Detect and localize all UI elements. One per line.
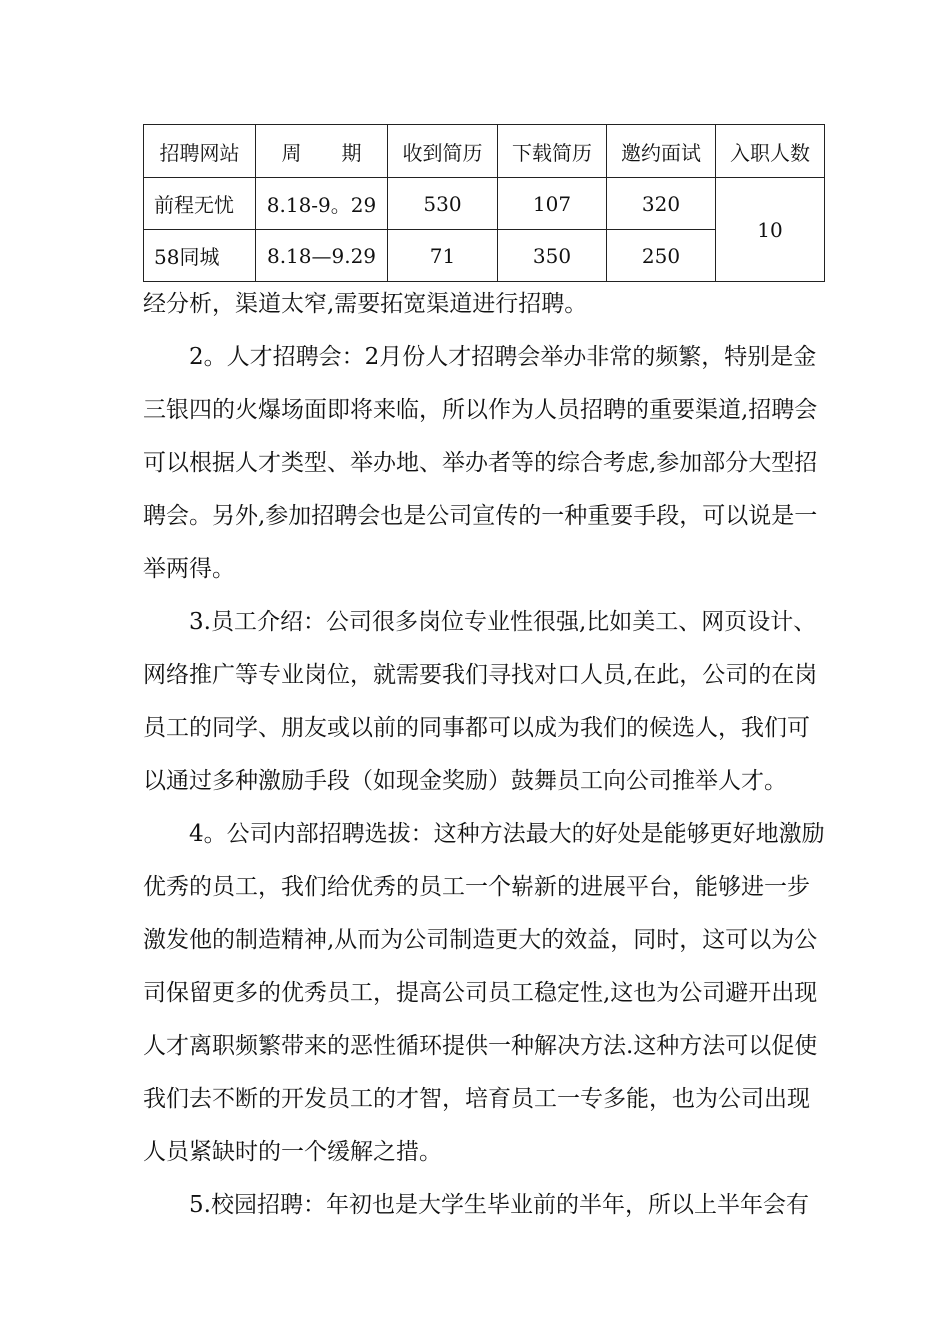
text-line: 举两得。	[143, 556, 235, 582]
text-line: 网络推广等专业岗位，就需要我们寻找对口人员,在此，公司的在岗	[143, 662, 818, 688]
paragraph-internal-promotion	[143, 808, 827, 1179]
cell-received: 71	[388, 230, 498, 282]
table-header-row	[144, 125, 825, 178]
cell-downloaded: 350	[498, 230, 607, 282]
cell-hired-total: 10	[716, 178, 825, 282]
header-site: 招聘网站	[144, 125, 256, 178]
cell-interviews: 320	[607, 178, 716, 230]
header-hired: 入职人数	[716, 125, 825, 178]
text-line: 人员紧缺时的一个缓解之措。	[143, 1139, 442, 1165]
text-line: 司保留更多的优秀员工，提高公司员工稳定性,这也为公司避开出现	[143, 980, 818, 1006]
header-downloaded: 下载简历	[498, 125, 607, 178]
cell-period: 8.18-9。29	[256, 178, 388, 230]
table-row	[144, 178, 825, 230]
cell-interviews: 250	[607, 230, 716, 282]
text-line: 优秀的员工，我们给优秀的员工一个崭新的进展平台，能够进一步	[143, 874, 810, 900]
cell-downloaded: 107	[498, 178, 607, 230]
header-period: 周 期	[256, 125, 388, 178]
header-received: 收到简历	[388, 125, 498, 178]
text-line: 激发他的制造精神,从而为公司制造更大的效益，同时，这可以为公	[143, 927, 818, 953]
cell-received: 530	[388, 178, 498, 230]
text-line: 可以根据人才类型、举办地、举办者等的综合考虑,参加部分大型招	[143, 450, 818, 476]
body-text	[143, 278, 827, 1232]
paragraph-campus-recruitment	[143, 1179, 827, 1232]
recruitment-channel-table	[143, 124, 825, 282]
text-line: 员工的同学、朋友或以前的同事都可以成为我们的候选人，我们可	[143, 715, 810, 741]
paragraph-analysis	[143, 278, 827, 331]
cell-site: 58同城	[144, 230, 256, 282]
cell-site: 前程无忧	[144, 178, 256, 230]
text-line: 三银四的火爆场面即将来临，所以作为人员招聘的重要渠道,招聘会	[143, 397, 818, 423]
text-line: 4。公司内部招聘选拔：这种方法最大的好处是能够更好地激励	[189, 821, 825, 847]
text-line: 我们去不断的开发员工的才智，培育员工一专多能，也为公司出现	[143, 1086, 810, 1112]
header-interviews: 邀约面试	[607, 125, 716, 178]
text-line: 5.校园招聘：年初也是大学生毕业前的半年，所以上半年会有	[189, 1192, 809, 1218]
paragraph-job-fair	[143, 331, 827, 596]
text-line: 经分析，渠道太窄,需要拓宽渠道进行招聘。	[143, 291, 588, 317]
paragraph-employee-referral	[143, 596, 827, 808]
text-line: 聘会。另外,参加招聘会也是公司宣传的一种重要手段，可以说是一	[143, 503, 818, 529]
text-line: 3.员工介绍：公司很多岗位专业性很强,比如美工、网页设计、	[189, 609, 817, 635]
text-line: 人才离职频繁带来的恶性循环提供一种解决方法.这种方法可以促使	[143, 1033, 818, 1059]
cell-period: 8.18—9.29	[256, 230, 388, 282]
text-line: 2。人才招聘会：2月份人才招聘会举办非常的频繁，特别是金	[189, 344, 817, 370]
text-line: 以通过多种激励手段（如现金奖励）鼓舞员工向公司推举人才。	[143, 768, 787, 794]
